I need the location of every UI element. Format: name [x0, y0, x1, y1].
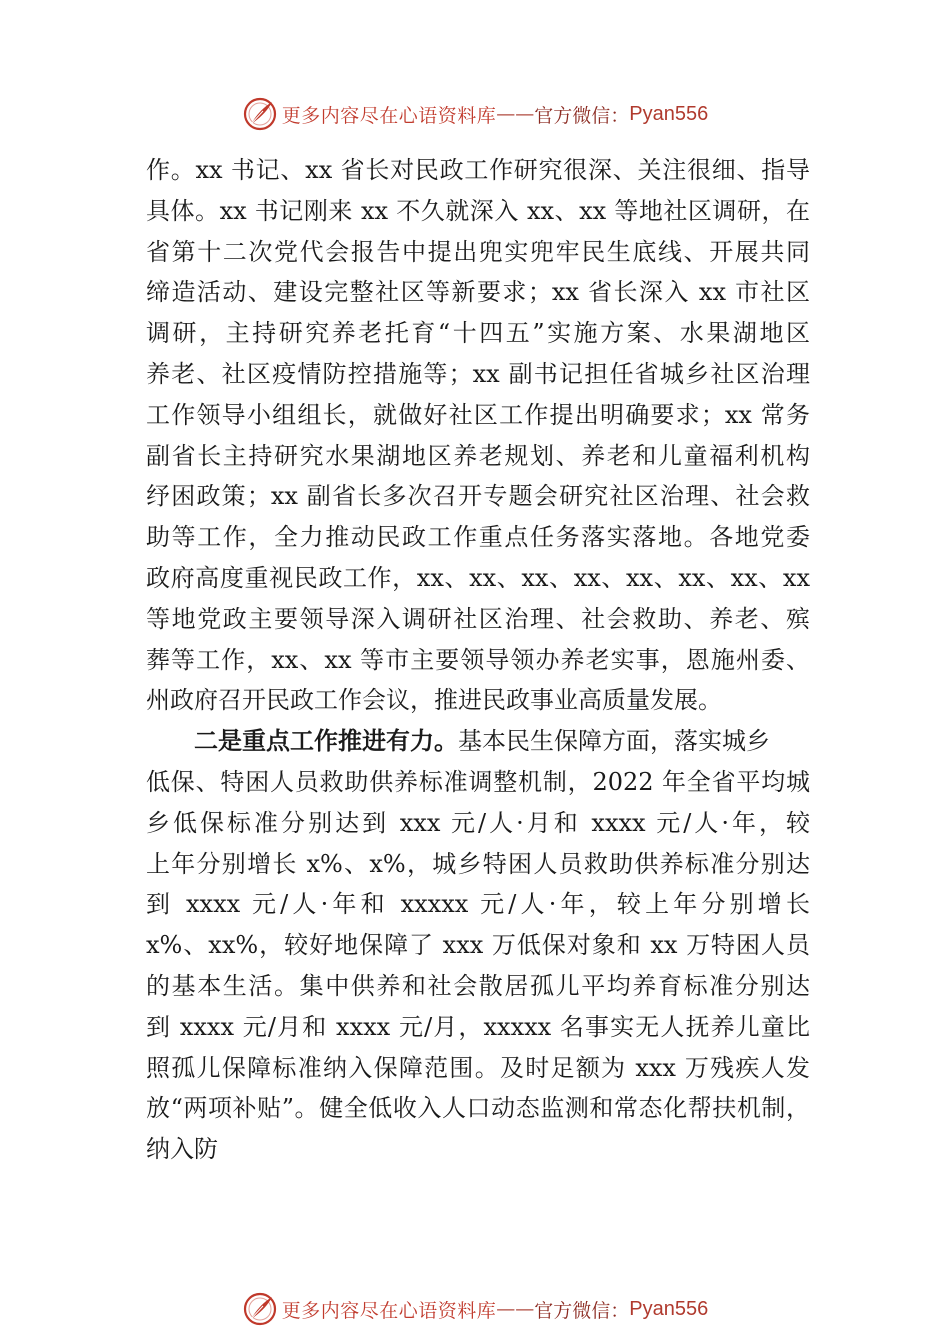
banner-text: 更多内容尽在心语资料库 [281, 104, 497, 127]
text-line: 纾困政策；xx 副省长多次召开专题会研究社区治理、社会救 [146, 482, 810, 511]
banner-wechat-id: Pyan556 [629, 1297, 709, 1320]
text-line: 工作领导小组组长，就做好社区工作提出明确要求；xx 常务 [146, 400, 810, 429]
text-line: 作。xx 书记、xx 省长对民政工作研究很深、关注很细、指导 [146, 156, 810, 184]
text-line: 具体。xx 书记刚来 xx 不久就深入 xx、xx 等地社区调研，在 [146, 196, 810, 225]
text-line: 乡低保标准分别达到 xxx 元/人·月和 xxxx 元/人·年，较 [146, 808, 810, 837]
banner-separator: —— [496, 1298, 535, 1320]
text-line: 照孤儿保障标准纳入保障范围。及时足额为 xxx 万残疾人发 [146, 1053, 810, 1082]
quill-logo-icon [242, 1291, 278, 1327]
text-line: 调研，主持研究养老托育“十四五”实施方案、水果湖地区 [146, 319, 810, 348]
document-body [146, 150, 810, 1170]
text-line: 助等工作，全力推动民政工作重点任务落实落地。各地党委 [146, 523, 810, 552]
banner-wechat-id: Pyan556 [629, 102, 709, 125]
text-line: 缔造活动、建设完整社区等新要求；xx 省长深入 xx 市社区 [146, 278, 810, 307]
text-line: 上年分别增长 x%、x%，城乡特困人员救助供养标准分别达 [146, 849, 810, 878]
banner-text: 更多内容尽在心语资料库 [281, 1299, 497, 1322]
text-line: 到 xxxx 元/人·年和 xxxxx 元/人·年，较上年分别增长 [146, 890, 810, 919]
text-line: 低保、特困人员救助供养标准调整机制，2022 年全省平均城 [146, 767, 810, 796]
text-line: x%、xx%，较好地保障了 xxx 万低保对象和 xx 万特困人员 [146, 931, 810, 960]
text-line: 副省长主持研究水果湖地区养老规划、养老和儿童福利机构 [146, 441, 810, 470]
header-banner [0, 94, 950, 134]
text-line: 到 xxxx 元/月和 xxxx 元/月，xxxxx 名事实无人抚养儿童比 [146, 1012, 810, 1041]
banner-separator: —— [496, 103, 535, 125]
paragraph-2-first-line [146, 721, 810, 762]
text-line: 政府高度重视民政工作，xx、xx、xx、xx、xx、xx、xx、xx [146, 563, 810, 592]
quill-logo-icon [242, 96, 278, 132]
footer-banner [0, 1289, 950, 1329]
paragraph-2-heading: 二是重点工作推进有力。 [194, 726, 458, 756]
banner-wechat-label: 官方微信： [534, 1299, 630, 1322]
paragraph-2-first-text: 基本民生保障方面，落实城乡 [458, 727, 770, 756]
banner-wechat-label: 官方微信： [534, 104, 630, 127]
text-line: 省第十二次党代会报告中提出兜实兜牢民生底线、开展共同 [146, 237, 810, 266]
text-line: 放“两项补贴”。健全低收入人口动态监测和常态化帮扶机制， [146, 1094, 810, 1123]
text-line: 的基本生活。集中供养和社会散居孤儿平均养育标准分别达 [146, 971, 810, 1000]
text-line: 养老、社区疫情防控措施等；xx 副书记担任省城乡社区治理 [146, 359, 810, 388]
text-line: 等地党政主要领导深入调研社区治理、社会救助、养老、殡 [146, 604, 810, 633]
text-line: 纳入防 [146, 1135, 218, 1164]
text-line: 州政府召开民政工作会议，推进民政事业高质量发展。 [146, 686, 722, 715]
text-line: 葬等工作，xx、xx 等市主要领导领办养老实事，恩施州委、 [146, 645, 810, 674]
